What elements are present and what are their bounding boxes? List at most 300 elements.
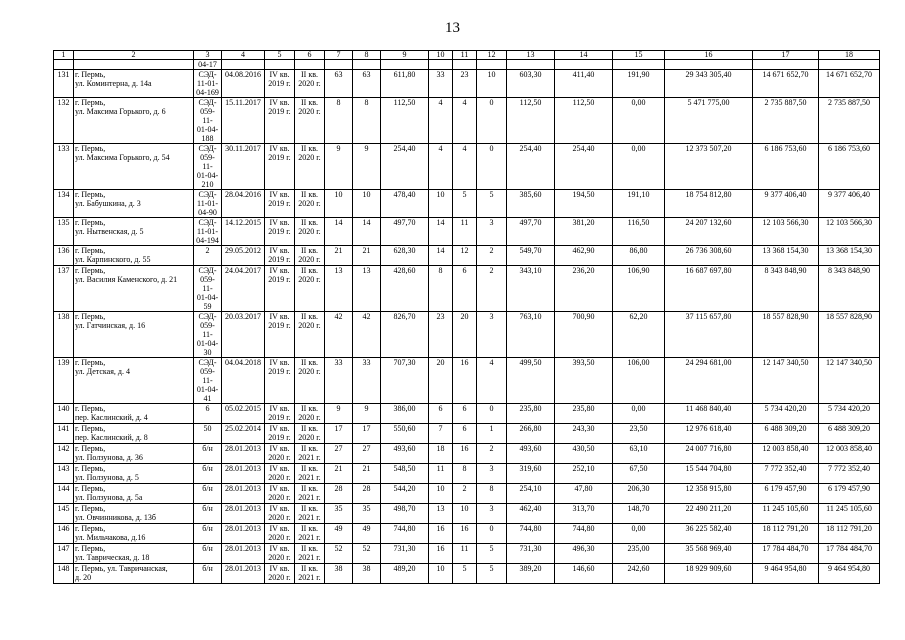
- value-cell-8: 17: [353, 424, 381, 444]
- address-street: ул. Детская, д. 4: [75, 367, 130, 376]
- row-number-cell: 142: [54, 444, 74, 464]
- value-cell-14: 47,80: [555, 484, 613, 504]
- value-cell-14: 462,90: [555, 246, 613, 266]
- address-street: ул. Карпинского, д. 55: [75, 255, 151, 264]
- value-cell-11: 6: [453, 424, 477, 444]
- document-number-line: 41: [203, 394, 212, 403]
- quarter-line: 2020 г.: [298, 107, 321, 116]
- value-cell-17: 6 488 309,20: [753, 424, 819, 444]
- address-cell: [74, 504, 194, 524]
- column-header: 4: [222, 51, 265, 60]
- value-cell-18: 5 734 420,20: [819, 404, 880, 424]
- quarter-line: II кв.: [301, 358, 318, 367]
- quarter-line: II кв.: [301, 444, 318, 453]
- row-number-cell: 138: [54, 312, 74, 358]
- end-quarter-cell: [295, 504, 325, 524]
- quarter-line: 2019 г.: [268, 227, 291, 236]
- column-header: 17: [753, 51, 819, 60]
- start-quarter-cell: [265, 424, 295, 444]
- document-number-cell: [194, 464, 222, 484]
- document-number-cell: [194, 358, 222, 404]
- value-cell-16: 37 115 657,80: [665, 312, 753, 358]
- quarter-line: II кв.: [301, 266, 318, 275]
- table-row: [54, 98, 880, 144]
- value-cell-7: 52: [325, 544, 353, 564]
- row-number-cell: 146: [54, 524, 74, 544]
- document-number-line: 059-11-: [200, 107, 215, 125]
- value-cell-7: 10: [325, 190, 353, 218]
- column-header: 11: [453, 51, 477, 60]
- value-cell-18: 14 671 652,70: [819, 70, 880, 98]
- quarter-line: 2020 г.: [298, 321, 321, 330]
- document-number-line: 04-90: [198, 208, 217, 217]
- value-cell-14: 194,50: [555, 190, 613, 218]
- quarter-line: IV кв.: [269, 404, 290, 413]
- column-header: 12: [477, 51, 507, 60]
- quarter-line: 2021 г.: [298, 573, 321, 582]
- document-number-line: б/н: [202, 524, 213, 533]
- quarter-line: II кв.: [301, 312, 318, 321]
- value-cell-10: 6: [429, 404, 453, 424]
- value-cell-17: 12 103 566,30: [753, 218, 819, 246]
- value-cell-9: 112,50: [381, 98, 429, 144]
- address-city: г. Пермь,: [75, 424, 106, 433]
- quarter-line: II кв.: [301, 144, 318, 153]
- quarter-line: 2021 г.: [298, 453, 321, 462]
- date-cell: 29.05.2012: [222, 246, 265, 266]
- value-cell-17: 8 343 848,90: [753, 266, 819, 312]
- address-street: ул. Мильчакова, д.16: [75, 533, 146, 542]
- value-cell-18: 9 377 406,40: [819, 190, 880, 218]
- value-cell-15: 191,10: [613, 190, 665, 218]
- value-cell-12: 0: [477, 144, 507, 190]
- value-cell-14: 393,50: [555, 358, 613, 404]
- value-cell-7: 21: [325, 464, 353, 484]
- value-cell-9: 428,60: [381, 266, 429, 312]
- document-number-line: 01-04-: [196, 339, 219, 348]
- value-cell-7: 33: [325, 358, 353, 404]
- document-number-cell: [194, 444, 222, 464]
- quarter-line: 2020 г.: [268, 493, 291, 502]
- quarter-line: 2019 г.: [268, 367, 291, 376]
- document-number-line: 059-11-: [200, 153, 215, 171]
- quarter-line: 2021 г.: [298, 513, 321, 522]
- value-cell-16: 15 544 704,80: [665, 464, 753, 484]
- column-header: 2: [74, 51, 194, 60]
- start-quarter-cell: [265, 98, 295, 144]
- end-quarter-cell: [295, 190, 325, 218]
- quarter-line: IV кв.: [269, 424, 290, 433]
- value-cell-14: 243,30: [555, 424, 613, 444]
- value-cell-8: 52: [353, 544, 381, 564]
- value-cell-13: 254,40: [507, 144, 555, 190]
- address-cell: [74, 312, 194, 358]
- address-cell: [74, 98, 194, 144]
- end-quarter-cell: [295, 444, 325, 464]
- value-cell-17: 14 671 652,70: [753, 70, 819, 98]
- value-cell-16: 11 468 840,40: [665, 404, 753, 424]
- document-number-cell: [194, 218, 222, 246]
- value-cell-15: 235,00: [613, 544, 665, 564]
- value-cell-11: 16: [453, 358, 477, 404]
- value-cell-10: 16: [429, 524, 453, 544]
- value-cell-12: 0: [477, 98, 507, 144]
- start-quarter-cell: [265, 484, 295, 504]
- date-cell: 15.11.2017: [222, 98, 265, 144]
- address-city: г. Пермь,: [75, 464, 106, 473]
- value-cell-9: 731,30: [381, 544, 429, 564]
- start-quarter-cell: [265, 504, 295, 524]
- value-cell-12: 8: [477, 484, 507, 504]
- end-quarter-cell: [295, 218, 325, 246]
- value-cell-7: 17: [325, 424, 353, 444]
- value-cell-13: 744,80: [507, 524, 555, 544]
- end-quarter-cell: [295, 312, 325, 358]
- value-cell-18: 6 186 753,60: [819, 144, 880, 190]
- value-cell-10: 16: [429, 544, 453, 564]
- address-city: г. Пермь,: [75, 218, 106, 227]
- value-cell-9: 498,70: [381, 504, 429, 524]
- quarter-line: 2020 г.: [298, 227, 321, 236]
- value-cell-11: 11: [453, 544, 477, 564]
- value-cell-8: 9: [353, 144, 381, 190]
- document-number-cell: [194, 504, 222, 524]
- quarter-line: 2020 г.: [298, 255, 321, 264]
- value-cell-11: 5: [453, 190, 477, 218]
- value-cell-7: 28: [325, 484, 353, 504]
- value-cell-11: 11: [453, 218, 477, 246]
- quarter-line: II кв.: [301, 544, 318, 553]
- quarter-line: 2019 г.: [268, 107, 291, 116]
- quarter-line: IV кв.: [269, 70, 290, 79]
- end-quarter-cell: [295, 544, 325, 564]
- value-cell-8: 49: [353, 524, 381, 544]
- table-row: [54, 312, 880, 358]
- value-cell-18: 8 343 848,90: [819, 266, 880, 312]
- value-cell-8: 9: [353, 404, 381, 424]
- column-header: 15: [613, 51, 665, 60]
- document-number-line: 04-194: [196, 236, 219, 245]
- quarter-line: 2020 г.: [298, 199, 321, 208]
- value-cell-12: 0: [477, 404, 507, 424]
- value-cell-18: 7 772 352,40: [819, 464, 880, 484]
- value-cell-10: 11: [429, 464, 453, 484]
- value-cell-12: 4: [477, 358, 507, 404]
- quarter-line: 2020 г.: [298, 367, 321, 376]
- document-number-line: 59: [203, 302, 212, 311]
- end-quarter-cell: [295, 358, 325, 404]
- value-cell-8: 10: [353, 190, 381, 218]
- document-number-line: 01-04-: [196, 293, 219, 302]
- address-street: ул. Ползунова, д. 5: [75, 473, 139, 482]
- row-number-cell: 141: [54, 424, 74, 444]
- value-cell-7: 21: [325, 246, 353, 266]
- value-cell-14: 254,40: [555, 144, 613, 190]
- document-number-cell: [194, 98, 222, 144]
- row-number-cell: 140: [54, 404, 74, 424]
- document-number-line: 188: [201, 134, 214, 143]
- document-number-cell: [194, 424, 222, 444]
- value-cell-14: 236,20: [555, 266, 613, 312]
- quarter-line: 2019 г.: [268, 321, 291, 330]
- value-cell-9: 254,40: [381, 144, 429, 190]
- document-number-line: 50: [203, 424, 212, 433]
- address-city: г. Пермь,: [75, 544, 106, 553]
- value-cell-8: 21: [353, 464, 381, 484]
- value-cell-18: 13 368 154,30: [819, 246, 880, 266]
- value-cell-13: 343,10: [507, 266, 555, 312]
- value-cell-10: 8: [429, 266, 453, 312]
- date-cell: 14.12.2015: [222, 218, 265, 246]
- value-cell-9: 544,20: [381, 484, 429, 504]
- value-cell-14: 744,80: [555, 524, 613, 544]
- end-quarter-cell: [295, 70, 325, 98]
- quarter-line: IV кв.: [269, 312, 290, 321]
- value-cell-7: 9: [325, 144, 353, 190]
- quarter-line: 2019 г.: [268, 275, 291, 284]
- value-cell-10: 10: [429, 484, 453, 504]
- value-cell-13: 266,80: [507, 424, 555, 444]
- start-quarter-cell: [265, 358, 295, 404]
- document-number-line: 11-01-: [196, 227, 219, 236]
- value-cell-13: 731,30: [507, 544, 555, 564]
- row-number-cell: 133: [54, 144, 74, 190]
- date-cell: 28.01.2013: [222, 524, 265, 544]
- value-cell-15: 148,70: [613, 504, 665, 524]
- end-quarter-cell: [295, 266, 325, 312]
- row-number-cell: 144: [54, 484, 74, 504]
- value-cell-12: 2: [477, 266, 507, 312]
- table-row: [54, 144, 880, 190]
- value-cell-16: 29 343 305,40: [665, 70, 753, 98]
- value-cell-13: 385,60: [507, 190, 555, 218]
- quarter-line: II кв.: [301, 218, 318, 227]
- value-cell-16: 24 207 132,60: [665, 218, 753, 246]
- address-city: г. Пермь,: [75, 404, 106, 413]
- value-cell-12: 3: [477, 218, 507, 246]
- value-cell-16: 5 471 775,00: [665, 98, 753, 144]
- address-cell: [74, 524, 194, 544]
- value-cell-9: 548,50: [381, 464, 429, 484]
- value-cell-13: 549,70: [507, 246, 555, 266]
- row-number-cell: 131: [54, 70, 74, 98]
- end-quarter-cell: [295, 144, 325, 190]
- quarter-line: 2020 г.: [268, 573, 291, 582]
- quarter-line: 2021 г.: [298, 493, 321, 502]
- value-cell-16: 36 225 582,40: [665, 524, 753, 544]
- start-quarter-cell: [265, 544, 295, 564]
- quarter-line: II кв.: [301, 464, 318, 473]
- table-row: [54, 484, 880, 504]
- quarter-line: II кв.: [301, 564, 318, 573]
- document-number-cell: [194, 190, 222, 218]
- value-cell-9: 628,30: [381, 246, 429, 266]
- quarter-line: 2020 г.: [298, 275, 321, 284]
- address-cell: [74, 444, 194, 464]
- address-street: ул. Василия Каменского, д. 21: [75, 275, 178, 284]
- value-cell-14: 411,40: [555, 70, 613, 98]
- table-row: [54, 564, 880, 584]
- quarter-line: 2019 г.: [268, 255, 291, 264]
- quarter-line: II кв.: [301, 424, 318, 433]
- value-cell-17: 17 784 484,70: [753, 544, 819, 564]
- start-quarter-cell: [265, 564, 295, 584]
- value-cell-12: 5: [477, 564, 507, 584]
- document-number-line: 2: [205, 246, 210, 255]
- value-cell-11: 4: [453, 144, 477, 190]
- column-header: 7: [325, 51, 353, 60]
- quarter-line: IV кв.: [269, 144, 290, 153]
- quarter-line: II кв.: [301, 524, 318, 533]
- document-number-line: 11-01-: [196, 79, 219, 88]
- value-cell-14: 112,50: [555, 98, 613, 144]
- value-cell-9: 386,00: [381, 404, 429, 424]
- document-number-line: б/н: [202, 564, 213, 573]
- quarter-line: IV кв.: [269, 358, 290, 367]
- row-number-cell: 145: [54, 504, 74, 524]
- value-cell-18: 6 179 457,90: [819, 484, 880, 504]
- quarter-line: IV кв.: [269, 564, 290, 573]
- value-cell-11: 4: [453, 98, 477, 144]
- value-cell-10: 4: [429, 98, 453, 144]
- address-city: г. Пермь,: [75, 444, 106, 453]
- start-quarter-cell: [265, 444, 295, 464]
- row-number-cell: 139: [54, 358, 74, 404]
- address-street: ул. Коминтерна, д. 14а: [75, 79, 152, 88]
- value-cell-17: 7 772 352,40: [753, 464, 819, 484]
- document-number-cell: [194, 524, 222, 544]
- row-number-cell: 136: [54, 246, 74, 266]
- value-cell-18: 17 784 484,70: [819, 544, 880, 564]
- value-cell-12: 3: [477, 312, 507, 358]
- value-cell-16: 18 754 812,80: [665, 190, 753, 218]
- quarter-line: IV кв.: [269, 524, 290, 533]
- table-row: [54, 464, 880, 484]
- address-city: г. Пермь,: [75, 246, 106, 255]
- quarter-line: 2020 г.: [298, 153, 321, 162]
- value-cell-16: 12 976 618,40: [665, 424, 753, 444]
- value-cell-13: 235,80: [507, 404, 555, 424]
- value-cell-13: 319,60: [507, 464, 555, 484]
- value-cell-13: 389,20: [507, 564, 555, 584]
- value-cell-18: 18 112 791,20: [819, 524, 880, 544]
- value-cell-8: 14: [353, 218, 381, 246]
- value-cell-10: 18: [429, 444, 453, 464]
- value-cell-14: 146,60: [555, 564, 613, 584]
- value-cell-10: 7: [429, 424, 453, 444]
- value-cell-15: 191,90: [613, 70, 665, 98]
- table-row: [54, 404, 880, 424]
- value-cell-15: 86,80: [613, 246, 665, 266]
- value-cell-15: 67,50: [613, 464, 665, 484]
- value-cell-9: 707,30: [381, 358, 429, 404]
- date-cell: 25.02.2014: [222, 424, 265, 444]
- document-number-cell: [194, 564, 222, 584]
- value-cell-18: 12 147 340,50: [819, 358, 880, 404]
- document-number-line: 059-11-: [200, 275, 215, 293]
- value-cell-17: 2 735 887,50: [753, 98, 819, 144]
- value-cell-9: 744,80: [381, 524, 429, 544]
- address-city: г. Пермь,: [75, 484, 106, 493]
- quarter-line: IV кв.: [269, 246, 290, 255]
- value-cell-15: 63,10: [613, 444, 665, 464]
- quarter-line: IV кв.: [269, 504, 290, 513]
- value-cell-17: 12 147 340,50: [753, 358, 819, 404]
- table-row: [54, 524, 880, 544]
- document-number-line: СЭД-: [198, 70, 217, 79]
- value-cell-11: 23: [453, 70, 477, 98]
- value-cell-17: 12 003 858,40: [753, 444, 819, 464]
- quarter-line: IV кв.: [269, 190, 290, 199]
- quarter-line: 2019 г.: [268, 433, 291, 442]
- start-quarter-cell: [265, 404, 295, 424]
- quarter-line: 2020 г.: [298, 79, 321, 88]
- address-street: пер. Каслинский, д. 4: [75, 413, 148, 422]
- quarter-line: IV кв.: [269, 266, 290, 275]
- value-cell-11: 12: [453, 246, 477, 266]
- address-cell: [74, 144, 194, 190]
- document-number-line: 01-04-: [196, 125, 219, 134]
- end-quarter-cell: [295, 404, 325, 424]
- value-cell-13: 603,30: [507, 70, 555, 98]
- address-street: д. 20: [75, 573, 92, 582]
- quarter-line: 2020 г.: [268, 553, 291, 562]
- value-cell-16: 16 687 697,80: [665, 266, 753, 312]
- date-cell: 04.08.2016: [222, 70, 265, 98]
- value-cell-11: 5: [453, 564, 477, 584]
- value-cell-8: 21: [353, 246, 381, 266]
- value-cell-14: 252,10: [555, 464, 613, 484]
- document-number-line: 11-01-: [196, 199, 219, 208]
- value-cell-10: 23: [429, 312, 453, 358]
- document-number-line: 059-11-: [200, 321, 215, 339]
- end-quarter-cell: [295, 524, 325, 544]
- value-cell-7: 9: [325, 404, 353, 424]
- row-number-cell: 147: [54, 544, 74, 564]
- value-cell-10: 20: [429, 358, 453, 404]
- value-cell-7: 38: [325, 564, 353, 584]
- value-cell-8: 8: [353, 98, 381, 144]
- quarter-line: II кв.: [301, 484, 318, 493]
- date-cell: 28.01.2013: [222, 544, 265, 564]
- address-street: ул. Максима Горького, д. 6: [75, 107, 166, 116]
- quarter-line: II кв.: [301, 98, 318, 107]
- address-street: ул. Ползунова, д. 36: [75, 453, 143, 462]
- quarter-line: II кв.: [301, 190, 318, 199]
- end-quarter-cell: [295, 564, 325, 584]
- value-cell-11: 6: [453, 266, 477, 312]
- address-city: г. Пермь,: [75, 358, 106, 367]
- value-cell-9: 489,20: [381, 564, 429, 584]
- row-number-cell: 134: [54, 190, 74, 218]
- quarter-line: IV кв.: [269, 484, 290, 493]
- quarter-line: 2021 г.: [298, 473, 321, 482]
- value-cell-16: 26 736 308,60: [665, 246, 753, 266]
- value-cell-8: 13: [353, 266, 381, 312]
- address-street: ул. Овчинникова, д. 13б: [75, 513, 156, 522]
- value-cell-15: 116,50: [613, 218, 665, 246]
- address-city: г. Пермь, ул. Тавричанская,: [75, 564, 168, 573]
- value-cell-14: 700,90: [555, 312, 613, 358]
- start-quarter-cell: [265, 524, 295, 544]
- date-cell: 28.01.2013: [222, 444, 265, 464]
- value-cell-12: 2: [477, 444, 507, 464]
- column-header: 16: [665, 51, 753, 60]
- quarter-line: 2021 г.: [298, 533, 321, 542]
- value-cell-12: 1: [477, 424, 507, 444]
- quarter-line: II кв.: [301, 404, 318, 413]
- address-cell: [74, 484, 194, 504]
